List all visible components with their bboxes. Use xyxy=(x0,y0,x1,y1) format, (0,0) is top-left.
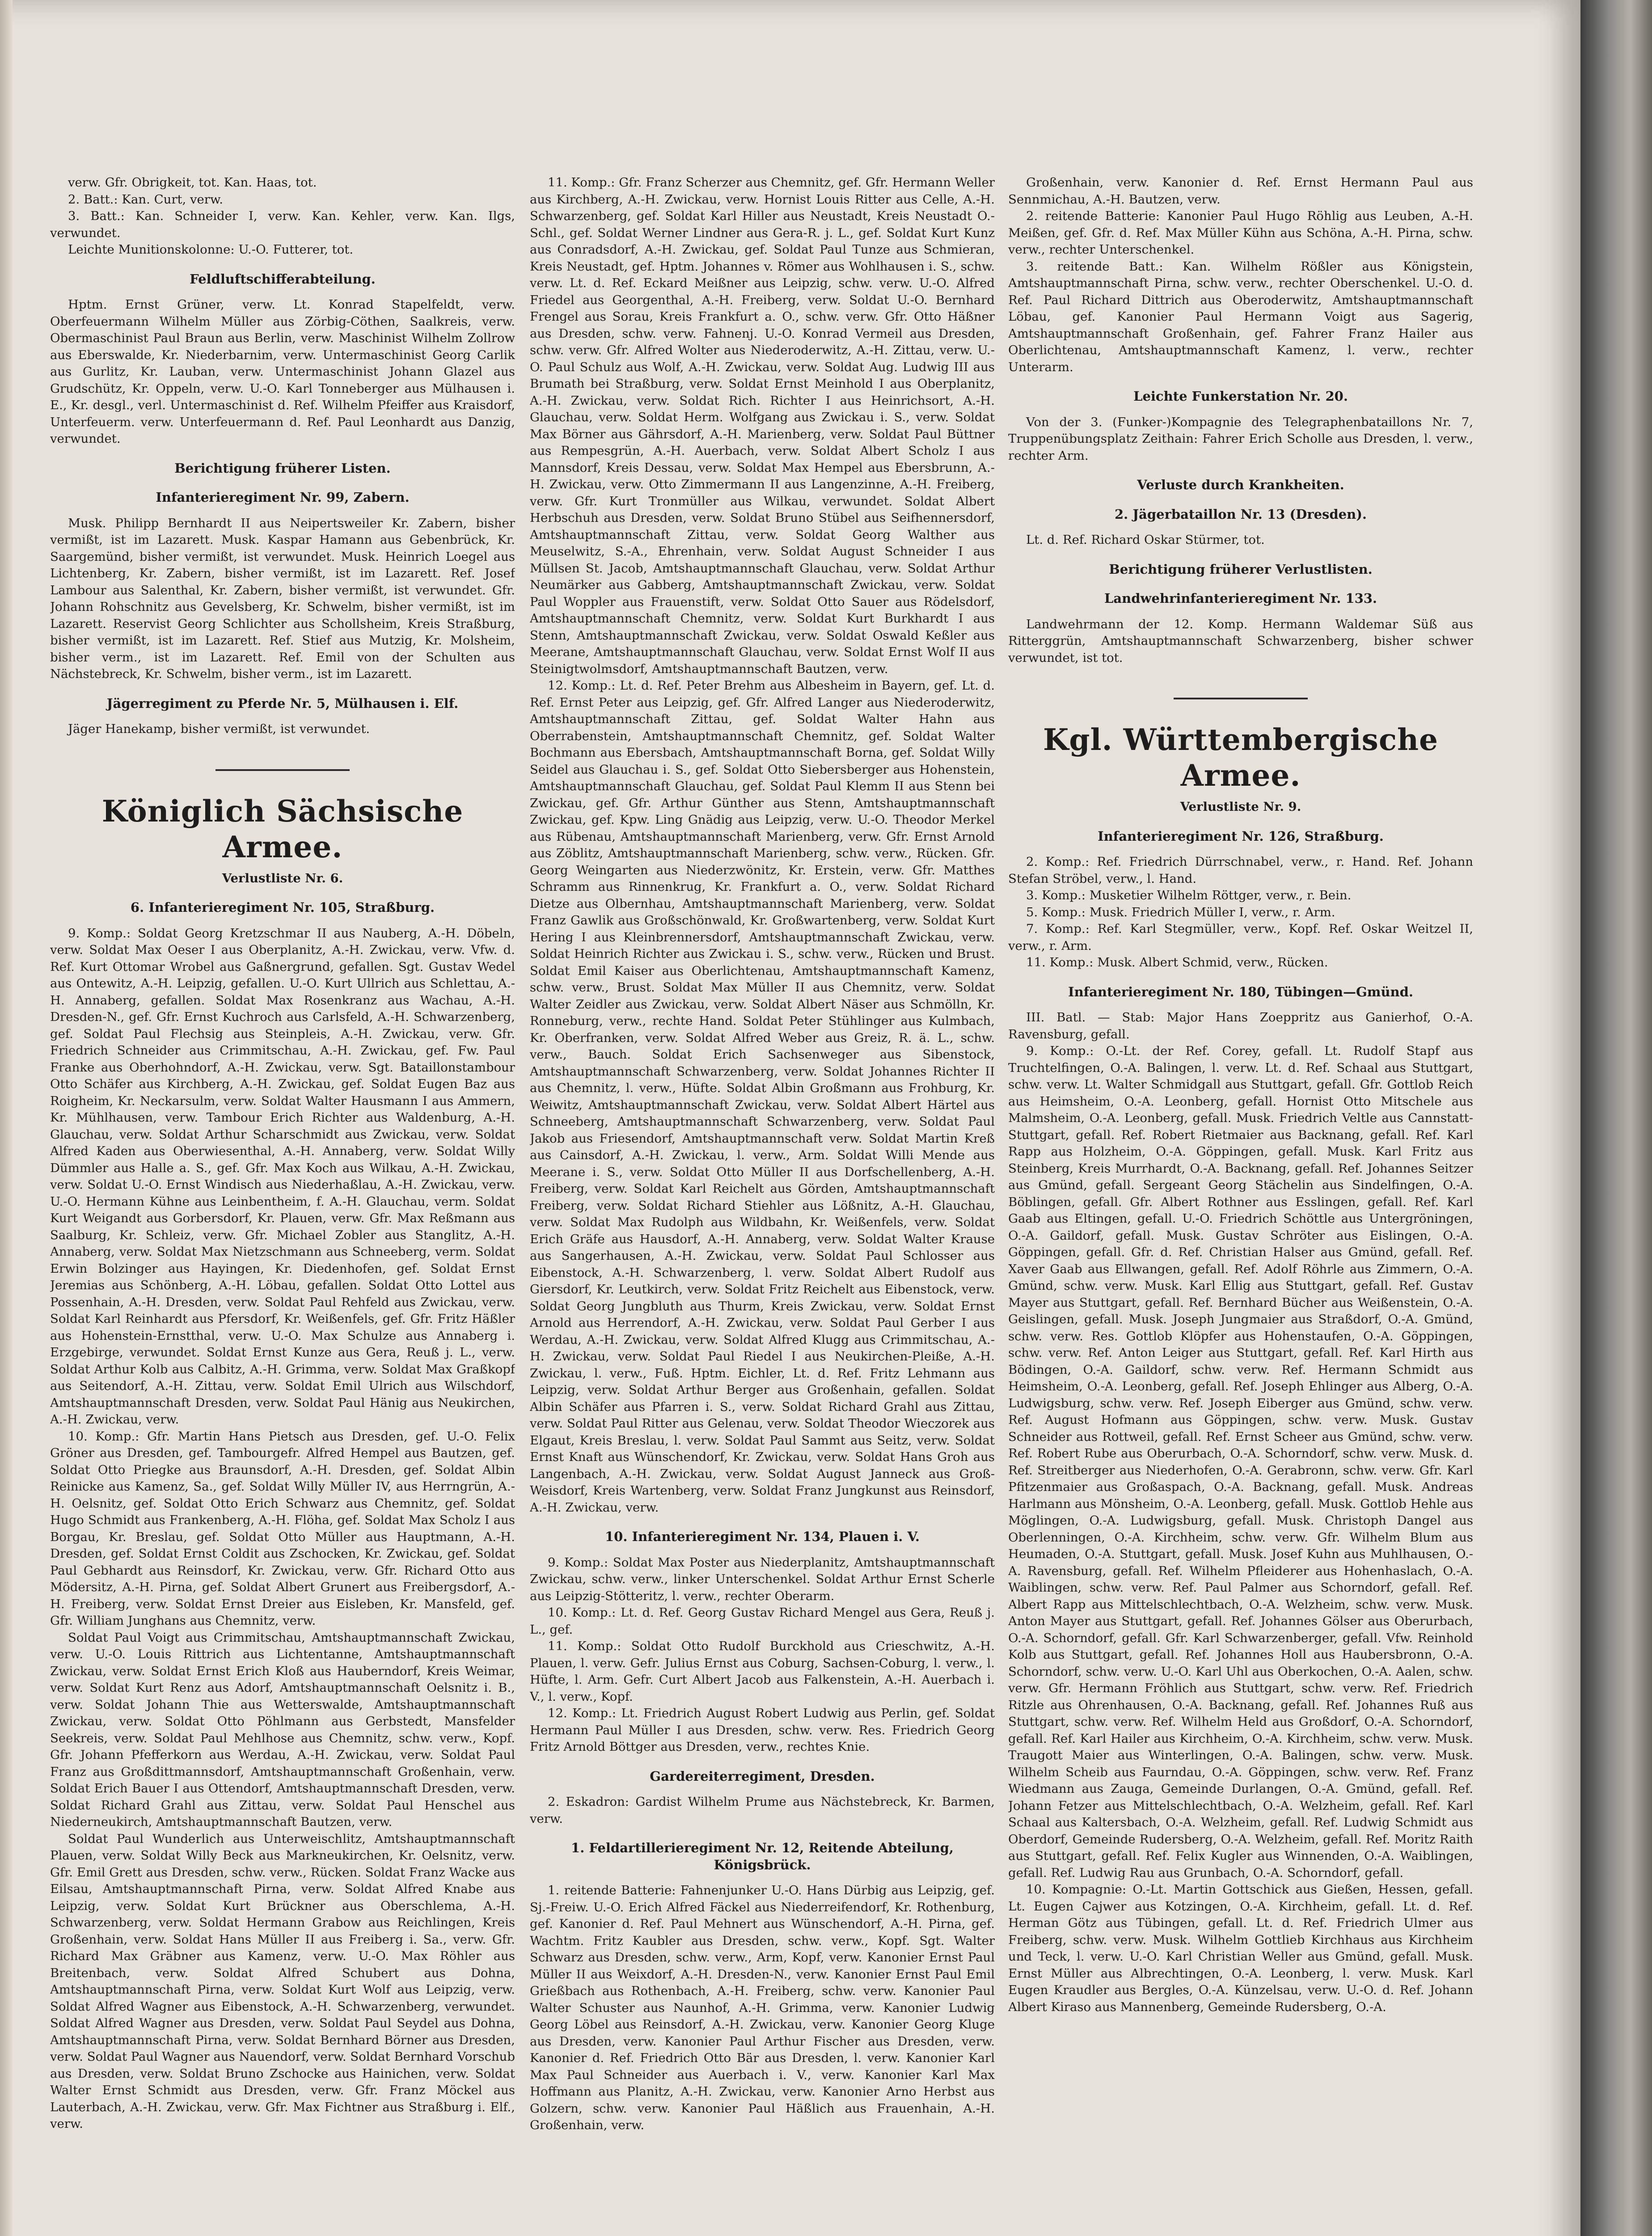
casualty-paragraph: 1. reitende Batterie: Fahnenjunker U.-O. Hans Dürbig aus Leipzig, gef. Sj.-Freiw. U.-O. Erich Alfred Fäckel aus Niederreifendorf, Kr. Rothenburg, gef. Kanonier d. Ref. Paul Mehnert aus Wünschendorf, A.-H. Pirna, gef. Wachtm. Fritz Kaubler aus Dresden, schw. verw., Kopf. Sgt. Walter Schwarz aus Dresden, schw. verw., Arm, Kopf, verw. Kanonier Ernst Paul Müller II aus Weixdorf, A.-H. Dresden-N., verw. Kanonier Ernst Paul Emil Grießbach aus Rothenbach, A.-H. Freiberg, schw. verw. Kanonier Paul Walter Schuster aus Naunhof, A.-H. Grimma, verw. Kanonier Ludwig Georg Löbel aus Reinsdorf, A.-H. Zwickau, verw. Kanonier Georg Kluge aus Dresden, verw. Kanonier Paul Arthur Fischer aus Dresden, verw. Kanonier d. Ref. Friedrich Otto Bär aus Dresden, l. verw. Kanonier Karl Max Paul Schneider aus Auerbach i. V., verw. Kanonier Karl Max Hoffmann aus Planitz, A.-H. Zwickau, verw. Kanonier Arno Herbst aus Golzern, schw. verw. Kanonier Paul Häßlich aus Frauenhain, A.-H. Großenhain, verw. xyxy=(530,1883,995,2132)
casualty-paragraph: 9. Komp.: O.-Lt. der Ref. Corey, gefall. Lt. Rudolf Stapf aus Truchtelfingen, O.-A. Balingen, l. verw. Lt. d. Ref. Schaal aus Stuttgart, schw. verw. Lt. Walter Schmidgall aus Stuttgart, gefall. Gfr. Gottlob Reich aus Heimsheim, O.-A. Leonberg, gefall. Hornist Otto Mitschele aus Malmsheim, O.-A. Leonberg, gefall. Musk. Friedrich Veltle aus Cannstatt-Stuttgart, gefall. Ref. Robert Rietmaier aus Backnang, gefall. Ref. Karl Rapp aus Holzheim, O.-A. Göppingen, gefall. Musk. Karl Fritz aus Steinberg, Kreis Murrhardt, O.-A. Backnang, gefall. Ref. Johannes Seitzer aus Gmünd, gefall. Sergeant Georg Stächelin aus Sindelfingen, O.-A. Böblingen, gefall. Gfr. Albert Rothner aus Esslingen, gefall. Ref. Karl Gaab aus Eltingen, gefall. U.-O. Friedrich Schöttle aus Untergröningen, O.-A. Gaildorf, gefall. Musk. Gustav Schröter aus Eislingen, O.-A. Göppingen, gefall. Gfr. d. Ref. Christian Halser aus Gmünd, gefall. Ref. Xaver Gaab aus Ellwangen, gefall. Ref. Adolf Röhrle aus Zimmern, O.-A. Gmünd, schw. verw. Musk. Karl Ellig aus Stuttgart, gefall. Ref. Gustav Mayer aus Stuttgart, gefall. Ref. Bernhard Bücher aus Weißenstein, O.-A. Geislingen, gefall. Musk. Joseph Jungmaier aus Straßdorf, O.-A. Gmünd, schw. verw. Res. Gottlob Klöpfer aus Hohenstaufen, O.-A. Göppingen, schw. verw. Ref. Anton Leiger aus Stuttgart, gefall. Ref. Karl Hirth aus Bödingen, O.-A. Gaildorf, schw. verw. Ref. Hermann Schmidt aus Heimsheim, O.-A. Leonberg, gefall. Ref. Joseph Ehlinger aus Alberg, O.-A. Ludwigsburg, schw. verw. Ref. Joseph Eiberger aus Gmünd, schw. verw. Ref. August Hofmann aus Göppingen, schw. verw. Musk. Gustav Schneider aus Rottweil, gefall. Ref. Ernst Scheer aus Gmünd, schw. verw. Ref. Robert Rube aus Oberurbach, O.-A. Schorndorf, schw. verw. Musk. d. Ref. Streitberger aus Niederhofen, O.-A. Gerabronn, schw. verw. Gfr. Karl Pfitzenmaier aus Großaspach, O.-A. Backnang, gefall. Musk. Andreas Harlmann aus Mönsheim, O.-A. Leonberg, gefall. Musk. Gottlob Hehle aus Möglingen, O.-A. Ludwigsburg, gefall. Musk. Christoph Dangel aus Oberlenningen, O.-A. Kirchheim, schw. verw. Gfr. Wilhelm Blum aus Heumaden, O.-A. Stuttgart, gefall. Musk. Josef Kuhn aus Muhlhausen, O.-A. Ravensburg, gefall. Ref. Wilhelm Pfleiderer aus Hohenhaslach, O.-A. Waiblingen, schw. verw. Ref. Paul Palmer aus Schorndorf, gefall. Ref. Albert Rapp aus Mittelschlechtbach, O.-A. Welzheim, schw. verw. Musk. Anton Mayer aus Stuttgart, gefall. Ref. Johannes Gölser aus Oberurbach, O.-A. Schorndorf, gefall. Gfr. Karl Schwarzenberger, gefall. Vfw. Reinhold Kolb aus Stuttgart, gefall. Ref. Johannes Holl aus Haubersbronn, O.-A. Schorndorf, schw. verw. U.-O. Karl Uhl aus Oberkochen, O.-A. Aalen, schw. verw. Gfr. Hermann Fröhlich aus Stuttgart, schw. verw. Ref. Friedrich Ritzle aus Ohrenhausen, O.-A. Backnang, gefall. Ref. Johannes Ruß aus Stuttgart, schw. verw. Ref. Wilhelm Held aus Großdorf, O.-A. Schorndorf, gefall. Ref. Karl Hailer aus Kirchheim, O.-A. Kirchheim, schw. verw. Musk. Traugott Maier aus Winterlingen, O.-A. Balingen, schw. verw. Musk. Wilhelm Scheib aus Faurndau, O.-A. Göppingen, schw. verw. Ref. Franz Wiedmann aus Zauga, Gemeinde Durlangen, O.-A. Gmünd, gefall. Ref. Johann Fetzer aus Mittelschlechtbach, O.-A. Welzheim, gefall. Ref. Karl Schaal aus Kaltersbach, O.-A. Welzheim, gefall. Ref. Ludwig Schmidt aus Oberdorf, Gemeinde Rudersberg, O.-A. Welzheim, gefall. Ref. Moritz Raith aus Stuttgart, gefall. Ref. Felix Kugler aus Winnenden, O.-A. Waiblingen, gefall. Ref. Ludwig Rau aus Grunbach, O.-A. Schorndorf, gefall. xyxy=(1008,1044,1473,1880)
casualty-paragraph: 3. Komp.: Musketier Wilhelm Röttger, verw., r. Bein. xyxy=(1026,888,1352,902)
section-heading: 10. Infanterieregiment Nr. 134, Plauen i. V. xyxy=(605,1529,920,1544)
casualty-paragraph: Musk. Philipp Bernhardt II aus Neipertsweiler Kr. Zabern, bisher vermißt, ist im Lazarett. Musk. Kaspar Hamann aus Gebenbrück, Kr. Saargemünd, bisher vermißt, ist verwundet. Musk. Heinrich Loegel aus Lichtenberg, Kr. Zabern, bisher vermißt, ist im Lazarett. Ref. Josef Lambour aus Salenthal, Kr. Zabern, bisher vermißt, ist verwundet. Gfr. Johann Rohschnitz aus Gevelsberg, Kr. Schwelm, bisher vermißt, ist im Lazarett. Reservist Georg Schlichter aus Schollsheim, Kreis Straßburg, bisher vermißt, ist im Lazarett. Ref. Stief aus Mutzig, Kr. Molsheim, bisher verm., ist im Lazarett. Ref. Emil von der Schulten aus Nächstebreck, Kr. Schwelm, bisher verm., ist im Lazarett. xyxy=(50,516,515,681)
casualty-paragraph: Landwehrmann der 12. Komp. Hermann Waldemar Süß aus Ritterggrün, Amtshauptmannschaft Schwarzenberg, bisher schwer verwundet, ist tot. xyxy=(1008,617,1473,665)
casualty-paragraph: 2. reitende Batterie: Kanonier Paul Hugo Röhlig aus Leuben, A.-H. Meißen, gef. Gfr. d. Ref. Max Müller Kühn aus Schöna, A.-H. Pirna, schw. verw., rechter Unterschenkel. xyxy=(1008,209,1473,257)
casualty-paragraph: 11. Komp.: Gfr. Franz Scherzer aus Chemnitz, gef. Gfr. Hermann Weller aus Kirchberg, A.-H. Zwickau, verw. Hornist Louis Ritter aus Celle, A.-H. Schwarzenberg, gef. Soldat Karl Hiller aus Neustadt, Kreis Neustadt O.-Schl., gef. Soldat Werner Lindner aus Gera-R. j. L., gef. Soldat Kurt Kunz aus Conradsdorf, A.-H. Zwickau, gef. Soldat Paul Tunze aus Schmieran, Kreis Neustadt, gef. Hptm. Johannes v. Römer aus Wohlhausen i. S., schw. verw. Lt. d. Ref. Eckard Meißner aus Leipzig, schw. verw. U.-O. Alfred Friedel aus Georgenthal, A.-H. Freiberg, verw. Soldat U.-O. Bernhard Frengel aus Sorau, Kreis Frankfurt a. O., schw. verw. Gfr. Otto Häßner aus Dresden, schw. verw. Fahnenj. U.-O. Konrad Vermeil aus Dresden, schw. verw. Gfr. Alfred Wolter aus Niederoderwitz, A.-H. Zittau, verw. U.-O. Paul Schulz aus Wolf, A.-H. Zwickau, verw. Soldat Aug. Ludwig III aus Brumath bei Straßburg, verw. Soldat Ernst Meinhold I aus Oberplanitz, A.-H. Zwickau, verw. Soldat Rich. Richter I aus Heinrichsort, A.-H. Glauchau, verw. Soldat Herm. Wolfgang aus Zwickau i. S., verw. Soldat Max Börner aus Gährsdorf, A.-H. Marienberg, verw. Soldat Paul Büttner aus Rempesgrün, A.-H. Auerbach, verw. Soldat Albert Scholz I aus Mannsdorf, Kreis Dessau, verw. Soldat Max Hempel aus Ebersbrunn, A.-H. Zwickau, verw. Otto Zimmermann II aus Langenzinne, A.-H. Freiberg, verw. Gfr. Kurt Tronmüller aus Wilkau, verwundet. Soldat Albert Herbschuh aus Dresden, verw. Soldat Bruno Stübel aus Seifhennersdorf, Amtshauptmannschaft Zittau, verw. Soldat Georg Walther aus Meuselwitz, S.-A., Ehrenhain, verw. Soldat August Schneider I aus Müllsen St. Jacob, Amtshauptmannschaft Glauchau, verw. Soldat Arthur Neumärker aus Gabberg, Amtshauptmannschaft Zwickau, verw. Soldat Paul Woppler aus Frauenstift, verw. Soldat Otto Sauer aus Rödelsdorf, Amtshauptmannschaft Chemnitz, verw. Soldat Kurt Burkhardt I aus Stenn, Amtshauptmannschaft Zwickau, verw. Soldat Oswald Keßler aus Meerane, Amtshauptmannschaft Glauchau, verw. Soldat Ernst Wolf II aus Steinigtwolmsdorf, Amtshauptmannschaft Bautzen, verw. xyxy=(530,175,995,676)
casualty-paragraph: 2. Eskadron: Gardist Wilhelm Prume aus Nächstebreck, Kr. Barmen, verw. xyxy=(530,1795,995,1826)
casualty-paragraph: 10. Komp.: Gfr. Martin Hans Pietsch aus Dresden, gef. U.-O. Felix Gröner aus Dresden, gef. Tambourgefr. Alfred Hempel aus Bautzen, gef. Soldat Otto Priegke aus Braunsdorf, A.-H. Dresden, gef. Soldat Albin Reinicke aus Kamenz, Sa., gef. Soldat Willy Müller IV, aus Herrngrün, A.-H. Oelsnitz, gef. Soldat Otto Erich Schwarz aus Chemnitz, gef. Soldat Hugo Schmidt aus Frankenberg, A.-H. Flöha, gef. Soldat Max Scholz I aus Borgau, Kr. Breslau, gef. Soldat Otto Müller aus Hauptmann, A.-H. Dresden, gef. Soldat Ernst Coldit aus Zschocken, Kr. Zwickau, gef. Soldat Paul Gebhardt aus Reinsdorf, Kr. Zwickau, verw. Gfr. Richard Otto aus Mödersitz, A.-H. Pirna, gef. Soldat Albert Grunert aus Freibergsdorf, A.-H. Freiberg, verw. Soldat Ernst Dreier aus Eisleben, Kr. Mansfeld, gef. Gfr. William Junghans aus Chemnitz, verw. xyxy=(50,1429,515,1628)
casualty-paragraph: 12. Komp.: Lt. d. Ref. Peter Brehm aus Albesheim in Bayern, gef. Lt. d. Ref. Ernst Peter aus Leipzig, gef. Gfr. Alfred Langer aus Niederoderwitz, Amtshauptmannschaft Zittau, gef. Soldat Walter Hahn aus Oberrabenstein, Amtshauptmannschaft Chemnitz, gef. Soldat Walter Bochmann aus Ebersbach, Amtshauptmannschaft Borna, gef. Soldat Willy Seidel aus Glauchau i. S., gef. Soldat Otto Siebersberger aus Hohenstein, Amtshauptmannschaft Glauchau, gef. Soldat Paul Klemm II aus Stenn bei Zwickau, gef. Gfr. Arthur Günther aus Stenn, Amtshauptmannschaft Zwickau, gef. Kpw. Ling Gnädig aus Leipzig, verw. U.-O. Theodor Merkel aus Rübenau, Amtshauptmannschaft Marienberg, verw. Gfr. Ernst Arnold aus Zöblitz, Amtshauptmannschaft Marienberg, schw. verw., Rücken. Gfr. Georg Weingarten aus Niederzwönitz, Kr. Erstein, verw. Gfr. Matthes Schramm aus Rinnenkrug, Kr. Frankfurt a. O., verw. Soldat Richard Dietze aus Olbernhau, Amtshauptmannschaft Marienberg, verw. Soldat Franz Gawlik aus Großschönwald, Kr. Großwartenberg, verw. Soldat Kurt Hering I aus Kleinbrennersdorf, Amtshauptmannschaft Zwickau, verw. Soldat Heinrich Richter aus Zwickau i. S., schw. verw., Rücken und Brust. Soldat Emil Kaiser aus Oberlichtenau, Amtshauptmannschaft Kamenz, schw. verw., Brust. Soldat Max Müller II aus Chemnitz, verw. Soldat Walter Zeidler aus Zwickau, verw. Soldat Albert Näser aus Schmölln, Kr. Ronneburg, verw., rechte Hand. Soldat Peter Stühlinger aus Kulmbach, Kr. Oberfranken, verw. Soldat Alfred Weber aus Greiz, R. ä. L., schw. verw., Bauch. Soldat Erich Sachsenweger aus Sibenstock, Amtshauptmannschaft Schwarzenberg, verw. Soldat Johannes Richter II aus Chemnitz, l. verw., Hüfte. Soldat Albin Großmann aus Frohburg, Kr. Weiwitz, Amtshauptmannschaft Zwickau, verw. Soldat Albert Härtel aus Schneeberg, Amtshauptmannschaft Schwarzenberg, verw. Soldat Paul Jakob aus Friesendorf, Amtshauptmannschaft verw. Soldat Martin Kreß aus Cainsdorf, A.-H. Zwickau, l. verw., Arm. Soldat Willi Mende aus Meerane i. S., verw. Soldat Otto Müller II aus Dorfschellenberg, A.-H. Freiberg, verw. Soldat Karl Reichelt aus Görden, Amtshauptmannschaft Freiberg, verw. Soldat Richard Stiehler aus Lößnitz, A.-H. Glauchau, verw. Soldat Max Rudolph aus Wildbahn, Kr. Weißenfels, verw. Soldat Erich Gräfe aus Hausdorf, A.-H. Annaberg, verw. Soldat Walter Krause aus Sangerhausen, A.-H. Zwickau, verw. Soldat Paul Schlosser aus Eibenstock, A.-H. Schwarzenberg, l. verw. Soldat Albert Rudolf aus Giersdorf, Kr. Leutkirch, verw. Soldat Fritz Reichelt aus Eibenstock, verw. Soldat Georg Jungbluth aus Thurm, Kreis Zwickau, verw. Soldat Ernst Arnold aus Herrendorf, A.-H. Zwickau, verw. Soldat Paul Gerber I aus Werdau, A.-H. Zwickau, verw. Soldat Alfred Klugg aus Crimmitschau, A.-H. Zwickau, verw. Soldat Paul Riedel I aus Neukirchen-Pleiße, A.-H. Zwickau, l. verw., Fuß. Hptm. Eichler, Lt. d. Ref. Fritz Lehmann aus Leipzig, verw. Soldat Arthur Berger aus Großenhain, gefallen. Soldat Albin Schäfer aus Pfarren i. S., verw. Soldat Richard Grahl aus Zittau, verw. Soldat Paul Ritter aus Gelenau, verw. Soldat Theodor Wieczorek aus Elgaut, Kreis Breslau, l. verw. Soldat Paul Sammt aus Seitz, verw. Soldat Ernst Knaft aus Wünschendorf, Kr. Zwickau, verw. Soldat Hans Groh aus Langenbach, A.-H. Zwickau, verw. Soldat August Janneck aus Groß-Weisdorf, Kreis Wartenberg, verw. Soldat Franz Jungkunst aus Reinsdorf, A.-H. Zwickau, verw. xyxy=(530,678,995,1515)
column-middle xyxy=(530,174,995,2134)
casualty-paragraph: 11. Komp.: Musk. Albert Schmid, verw., Rücken. xyxy=(1026,955,1328,970)
book-edge xyxy=(1580,0,1652,2236)
casualty-paragraph: Von der 3. (Funker-)Kompagnie des Telegraphenbataillons Nr. 7, Truppenübungsplatz Zeithain: Fahrer Erich Scholle aus Dresden, l. verw., rechter Arm. xyxy=(1008,415,1473,463)
section-heading: 2. Jägerbataillon Nr. 13 (Dresden). xyxy=(1114,506,1367,522)
casualty-paragraph: 2. Batt.: Kan. Curt, verw. xyxy=(68,192,223,207)
casualty-paragraph: Leichte Munitionskolonne: U.-O. Futterer, tot. xyxy=(68,242,354,257)
casualty-paragraph: 5. Komp.: Musk. Friedrich Müller I, verw., r. Arm. xyxy=(1026,905,1335,919)
army-heading: Kgl. Württembergische Armee. xyxy=(1043,722,1438,793)
casualty-paragraph: 11. Komp.: Soldat Otto Rudolf Burckhold aus Crieschwitz, A.-H. Plauen, l. verw. Gefr. Julius Ernst aus Coburg, Sachsen-Coburg, l. verw., l. Hüfte, l. Arm. Gefr. Curt Albert Jacob aus Falkenstein, A.-H. Auerbach i. V., l. verw., Kopf. xyxy=(530,1639,995,1704)
section-heading: Verluste durch Krankheiten. xyxy=(1137,477,1344,492)
section-heading: Infanterieregiment Nr. 99, Zabern. xyxy=(156,490,410,505)
casualty-paragraph: 10. Kompagnie: O.-Lt. Martin Gottschick aus Gießen, Hessen, gefall. Lt. Eugen Cajwer aus Kotzingen, O.-A. Kirchheim, gefall. Lt. d. Ref. Herman Götz aus Tübingen, gefall. Lt. d. Ref. Friedrich Ulmer aus Freiberg, schw. verw. Musk. Wilhelm Gottlieb Kirchhaus aus Kirchheim und Teck, l. verw. U.-O. Karl Christian Weller aus Gmünd, gefall. Musk. Ernst Müller aus Albrechtingen, O.-A. Leonberg, l. verw. Musk. Karl Eugen Kraudler aus Bergles, O.-A. Künzelsau, verw. U.-O. d. Ref. Johann Albert Kiraso aus Mannenberg, Gemeinde Rudersberg, O.-A. xyxy=(1008,1882,1473,2014)
column-right xyxy=(1008,174,1473,2016)
casualty-paragraph: 12. Komp.: Lt. Friedrich August Robert Ludwig aus Perlin, gef. Soldat Hermann Paul Müller I aus Dresden, schw. verw. Res. Friedrich Georg Fritz Arnold Böttger aus Dresden, verw., rechtes Knie. xyxy=(530,1706,995,1754)
casualty-paragraph: 10. Komp.: Lt. d. Ref. Georg Gustav Richard Mengel aus Gera, Reuß j. L., gef. xyxy=(530,1605,995,1637)
section-heading: Infanterieregiment Nr. 180, Tübingen—Gmünd. xyxy=(1068,984,1413,999)
casualty-paragraph: 3. reitende Batt.: Kan. Wilhelm Rößler aus Königstein, Amtshauptmannschaft Pirna, schw. verw., rechter Oberschenkel. U.-O. d. Ref. Paul Richard Dittrich aus Oberoderwitz, Amtshauptmannschaft Löbau, gef. Kanonier Paul Hermann Voigt aus Sagerig, Amtshauptmannschaft Großenhain, gef. Fahrer Franz Hailer aus Oberlichtenau, Amtshauptmannschaft Kamenz, l. verw., rechter Unterarm. xyxy=(1008,259,1473,374)
casualty-paragraph: Lt. d. Ref. Richard Oskar Stürmer, tot. xyxy=(1026,533,1265,547)
section-heading: Landwehrinfanterieregiment Nr. 133. xyxy=(1104,591,1377,606)
list-subheading: Verlustliste Nr. 6. xyxy=(222,871,343,885)
casualty-paragraph: 7. Komp.: Ref. Karl Stegmüller, verw., Kopf. Ref. Oskar Weitzel II, verw., r. Arm. xyxy=(1008,922,1473,953)
section-heading: Gardereiterregiment, Dresden. xyxy=(650,1768,875,1784)
page-left-edge xyxy=(0,0,13,2236)
casualty-paragraph: 2. Komp.: Ref. Friedrich Dürrschnabel, verw., r. Hand. Ref. Johann Stefan Ströbel, verw., l. Hand. xyxy=(1008,855,1473,886)
casualty-paragraph: Soldat Paul Voigt aus Crimmitschau, Amtshauptmannschaft Zwickau, verw. U.-O. Louis Rittrich aus Lichtentanne, Amtshauptmannschaft Zwickau, verw. Soldat Ernst Erich Kloß aus Hauberndorf, Kreis Weimar, verw. Soldat Kurt Renz aus Adorf, Amtshauptmannschaft Oelsnitz i. B., verw. Soldat Johann Thie aus Wetterswalde, Amtshauptmannschaft Zwickau, verw. Soldat Otto Pöhlmann aus Gerbstedt, Mansfelder Seekreis, verw. Soldat Paul Mehlhose aus Chemnitz, schw. verw., Kopf. Gfr. Johann Pfefferkorn aus Werdau, A.-H. Zwickau, verw. Soldat Paul Franz aus Großdittmannsdorf, Amtshauptmannschaft Großenhain, verw. Soldat Erich Bauer I aus Ottendorf, Amtshauptmannschaft Dresden, verw. Soldat Richard Grahl aus Zittau, verw. Soldat Paul Henschel aus Niederneukirch, Amtshauptmannschaft Bautzen, verw. xyxy=(50,1630,515,1829)
casualty-paragraph: 9. Komp.: Soldat Georg Kretzschmar II aus Nauberg, A.-H. Döbeln, verw. Soldat Max Oeser I aus Oberplanitz, A.-H. Zwickau, verw. Vfw. d. Ref. Kurt Ottomar Wrobel aus Gaßnergrund, gefallen. Sgt. Gustav Wedel aus Ontewitz, A.-H. Leipzig, gefallen. U.-O. Kurt Ullrich aus Schlettau, A.-H. Annaberg, gefallen. Soldat Max Rosenkranz aus Wachau, A.-H. Dresden-N., gef. Gfr. Ernst Kuchroch aus Carlsfeld, A.-H. Schwarzenberg, gef. Soldat Paul Flechsig aus Steinpleis, A.-H. Zwickau, verw. Gfr. Friedrich Schneider aus Crimmitschau, A.-H. Zwickau, gef. Fw. Paul Franke aus Oberhohndorf, A.-H. Zwickau, verw. Sgt. Bataillonstambour Otto Schäfer aus Kirchberg, A.-H. Zwickau, gef. Soldat Eugen Baz aus Roigheim, Kr. Neckarsulm, verw. Soldat Walter Hausmann I aus Ammern, Kr. Mühlhausen, verw. Tambour Erich Richter aus Waldenburg, A.-H. Glauchau, verw. Soldat Arthur Scharschmidt aus Zwickau, verw. Soldat Alfred Kaden aus Oberwiesenthal, A.-H. Annaberg, verw. Soldat Willy Dümmler aus Halle a. S., gef. Gfr. Max Koch aus Wilkau, A.-H. Zwickau, verw. Soldat U.-O. Ernst Windisch aus Niederhaßlau, A.-H. Zwickau, verw. U.-O. Hermann Kühne aus Leinbentheim, f. A.-H. Glauchau, verm. Soldat Kurt Weigandt aus Gorbersdorf, Kr. Plauen, verw. Gfr. Max Reßmann aus Saalburg, Kr. Schleiz, verw. Gfr. Michael Zobler aus Stanglitz, A.-H. Annaberg, verw. Soldat Max Nietzschmann aus Schneeberg, verm. Soldat Erwin Bolzinger aus Hayingen, Kr. Diedenhofen, gef. Soldat Ernst Jeremias aus Schönberg, A.-H. Löbau, gefallen. Soldat Otto Lottel aus Possenhain, A.-H. Dresden, verw. Soldat Paul Rehfeld aus Zwickau, verw. Soldat Karl Reinhardt aus Pfersdorf, Kr. Weißenfels, gef. Gfr. Fritz Häßler aus Hohenstein-Ernstthal, verw. U.-O. Max Schulze aus Annaberg i. Erzgebirge, verwundet. Soldat Ernst Kunze aus Gera, Reuß j. L., verw. Soldat Arthur Kolb aus Calbitz, A.-H. Grimma, verw. Soldat Max Graßkopf aus Seitendorf, A.-H. Zittau, verw. Soldat Emil Ulrich aus Wilschdorf, Amtshauptmannschaft Dresden, verw. Soldat Paul Hänig aus Neukirchen, A.-H. Zwickau, verw. xyxy=(50,926,515,1427)
casualty-paragraph: 3. Batt.: Kan. Schneider I, verw. Kan. Kehler, verw. Kan. Ilgs, verwundet. xyxy=(50,209,515,240)
section-divider xyxy=(1174,698,1308,699)
section-heading: Berichtigung früherer Verlustlisten. xyxy=(1109,561,1373,577)
section-heading: Leichte Funkerstation Nr. 20. xyxy=(1133,389,1348,404)
casualty-paragraph: 9. Komp.: Soldat Max Poster aus Niederplanitz, Amtshauptmannschaft Zwickau, schw. verw., linker Unterschenkel. Soldat Arthur Ernst Scherle aus Leipzig-Stötteritz, l. verw., rechter Oberarm. xyxy=(530,1555,995,1603)
casualty-paragraph: III. Batl. — Stab: Major Hans Zoeppritz aus Ganierhof, O.-A. Ravensburg, gefall. xyxy=(1008,1010,1473,1042)
section-heading: Feldluftschifferabteilung. xyxy=(190,271,376,287)
section-heading: 6. Infanterieregiment Nr. 105, Straßburg. xyxy=(130,900,435,915)
section-divider xyxy=(215,769,350,771)
section-heading: 1. Feldartillerieregiment Nr. 12, Reitende Abteilung, Königsbrück. xyxy=(571,1840,954,1872)
section-heading: Infanterieregiment Nr. 126, Straßburg. xyxy=(1098,828,1384,844)
list-subheading: Verlustliste Nr. 9. xyxy=(1180,800,1301,814)
army-heading: Königlich Sächsische Armee. xyxy=(101,793,464,864)
casualty-paragraph: Jäger Hanekamp, bisher vermißt, ist verwundet. xyxy=(68,722,370,736)
casualty-paragraph: Großenhain, verw. Kanonier d. Ref. Ernst Hermann Paul aus Sennmichau, A.-H. Bautzen, verw. xyxy=(1008,175,1473,207)
section-heading: Jägerregiment zu Pferde Nr. 5, Mülhausen i. Elf. xyxy=(106,695,459,711)
column-left xyxy=(50,174,515,2133)
casualty-paragraph: verw. Gfr. Obrigkeit, tot. Kan. Haas, tot. xyxy=(68,175,317,190)
section-heading: Berichtigung früherer Listen. xyxy=(174,460,391,476)
casualty-paragraph: Hptm. Ernst Grüner, verw. Lt. Konrad Stapelfeldt, verw. Oberfeuermann Wilhelm Müller aus Zörbig-Cöthen, Saalkreis, verw. Obermaschinist Paul Braun aus Berlin, verw. Maschinist Wilhelm Zollrow aus Eberswalde, Kr. Niederbarnim, verw. Untermaschinist Georg Carlik aus Gurlitz, Kr. Lauban, verw. Untermaschinist Johann Glazel aus Grudschütz, Kr. Oppeln, verw. U.-O. Karl Tonneberger aus Mülhausen i. E., Kr. desgl., verl. Untermaschinist d. Ref. Wilhelm Pfeiffer aus Kraisdorf, Unterfeuerm. verw. Unterfeuermann d. Ref. Paul Leonhardt aus Danzig, verwundet. xyxy=(50,297,515,446)
casualty-paragraph: Soldat Paul Wunderlich aus Unterweischlitz, Amtshauptmannschaft Plauen, verw. Soldat Willy Beck aus Markneukirchen, Kr. Oelsnitz, verw. Gfr. Emil Grett aus Dresden, schw. verw., Rücken. Soldat Franz Wacke aus Eilsau, Amtshauptmannschaft Pirna, verw. Soldat Alfred Knabe aus Leipzig, verw. Soldat Kurt Brückner aus Oberschlema, A.-H. Schwarzenberg, verw. Soldat Hermann Grabow aus Reichlingen, Kreis Großenhain, verw. Soldat Hans Müller II aus Freiberg i. Sa., verw. Gfr. Richard Max Gräbner aus Kamenz, verw. U.-O. Max Röhler aus Breitenbach, verw. Soldat Alfred Schubert aus Dohna, Amtshauptmannschaft Pirna, verw. Soldat Kurt Wolf aus Leipzig, verw. Soldat Alfred Wagner aus Eibenstock, A.-H. Schwarzenberg, verwundet. Soldat Alfred Wagner aus Dresden, verw. Soldat Paul Seydel aus Dohna, Amtshauptmannschaft Pirna, verw. Soldat Bernhard Börner aus Dresden, verw. Soldat Paul Wagner aus Nauendorf, verw. Soldat Bernhard Vorschub aus Dresden, verw. Soldat Bruno Zschocke aus Hainichen, verw. Soldat Walter Ernst Schmidt aus Dresden, verw. Gfr. Franz Möckel aus Lauterbach, A.-H. Zwickau, verw. Gfr. Max Fichtner aus Straßburg i. Elf., verw. xyxy=(50,1831,515,2131)
